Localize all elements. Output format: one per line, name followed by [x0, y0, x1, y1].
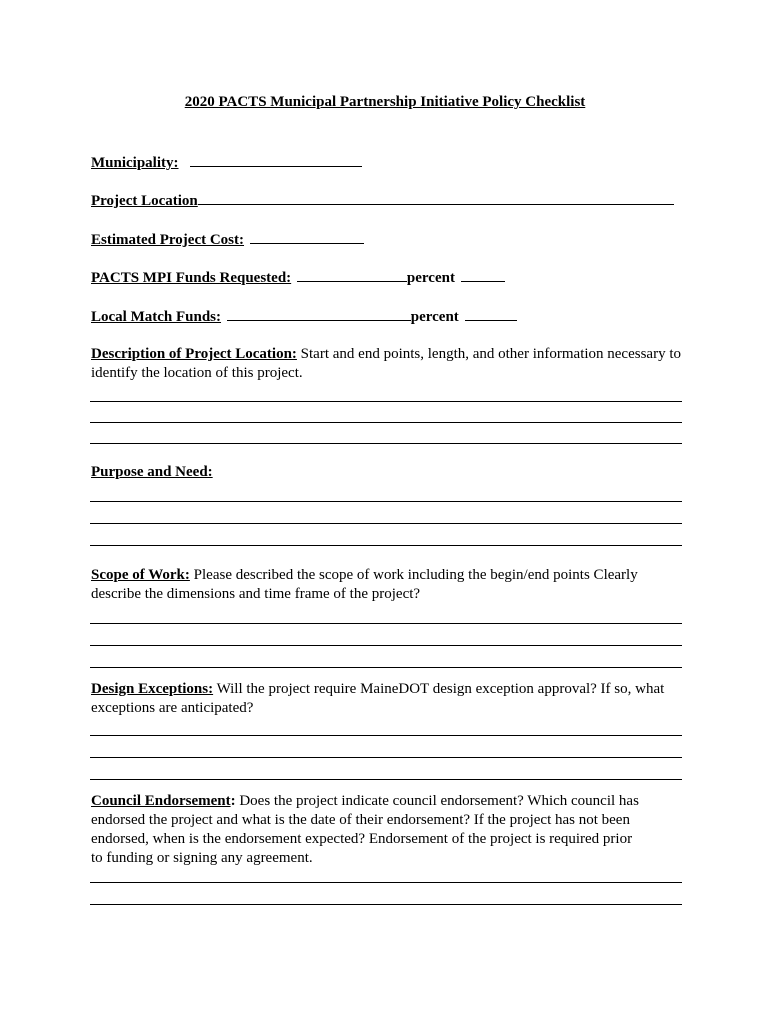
- scope-text: Please described the scope of work including the begin/end points Clearly describe the dimensions and time frame of the project?: [91, 567, 638, 602]
- design-line-1[interactable]: [90, 735, 682, 736]
- purpose-heading: Purpose and Need:: [91, 464, 213, 480]
- local-match-field: [91, 306, 517, 327]
- scope-line-1[interactable]: [90, 623, 682, 624]
- description-text: Start and end points, length, and other information necessary to identify the location of this project.: [91, 346, 681, 381]
- estimated-cost-label: Estimated Project Cost:: [91, 232, 245, 248]
- municipality-field: [91, 152, 362, 173]
- design-heading: Design Exceptions:: [91, 681, 214, 697]
- mpi-funds-blank[interactable]: [297, 267, 407, 282]
- local-match-blank[interactable]: [227, 306, 411, 321]
- mpi-funds-field: [91, 267, 505, 288]
- page-title: 2020 PACTS Municipal Partnership Initiative Policy Checklist: [184, 94, 586, 110]
- council-text: Does the project indicate council endorsement? Which council has endorsed the project and what is the date of their endorsement? If the project has not been endorsed, when is the endorsement expected? Endorsement of the project is required prior to funding or signing any agreement.: [91, 793, 639, 866]
- mpi-percent-label: percent: [406, 270, 455, 286]
- scope-heading: Scope of Work:: [91, 567, 190, 583]
- description-section: [91, 345, 683, 383]
- scope-section: [91, 566, 683, 604]
- council-section: [91, 792, 639, 868]
- project-location-blank[interactable]: [198, 190, 674, 205]
- council-line-2[interactable]: [90, 904, 682, 905]
- scope-line-3[interactable]: [90, 667, 682, 668]
- mpi-percent-blank[interactable]: [461, 267, 505, 282]
- council-heading-colon: :: [230, 793, 236, 809]
- design-section: [91, 680, 683, 718]
- estimated-cost-blank[interactable]: [250, 229, 364, 244]
- local-percent-label: percent: [410, 309, 459, 325]
- mpi-funds-label: PACTS MPI Funds Requested:: [91, 270, 292, 286]
- purpose-line-2[interactable]: [90, 523, 682, 524]
- project-location-field: [91, 190, 674, 211]
- council-heading: Council Endorsement: [91, 793, 231, 809]
- municipality-blank[interactable]: [190, 152, 362, 167]
- design-text: Will the project require MaineDOT design exception approval? If so, what exceptions are anticipated?: [91, 681, 665, 716]
- description-line-3[interactable]: [90, 443, 682, 444]
- local-match-label: Local Match Funds:: [91, 309, 222, 325]
- design-line-2[interactable]: [90, 757, 682, 758]
- description-line-1[interactable]: [90, 401, 682, 402]
- design-line-3[interactable]: [90, 779, 682, 780]
- estimated-cost-field: [91, 229, 364, 250]
- description-heading: Description of Project Location:: [91, 346, 297, 362]
- purpose-line-3[interactable]: [90, 545, 682, 546]
- description-line-2[interactable]: [90, 422, 682, 423]
- local-percent-blank[interactable]: [465, 306, 517, 321]
- municipality-label: Municipality:: [91, 155, 179, 171]
- scope-line-2[interactable]: [90, 645, 682, 646]
- project-location-label: Project Location: [91, 193, 198, 209]
- council-line-1[interactable]: [90, 882, 682, 883]
- purpose-line-1[interactable]: [90, 501, 682, 502]
- purpose-section: [91, 463, 683, 482]
